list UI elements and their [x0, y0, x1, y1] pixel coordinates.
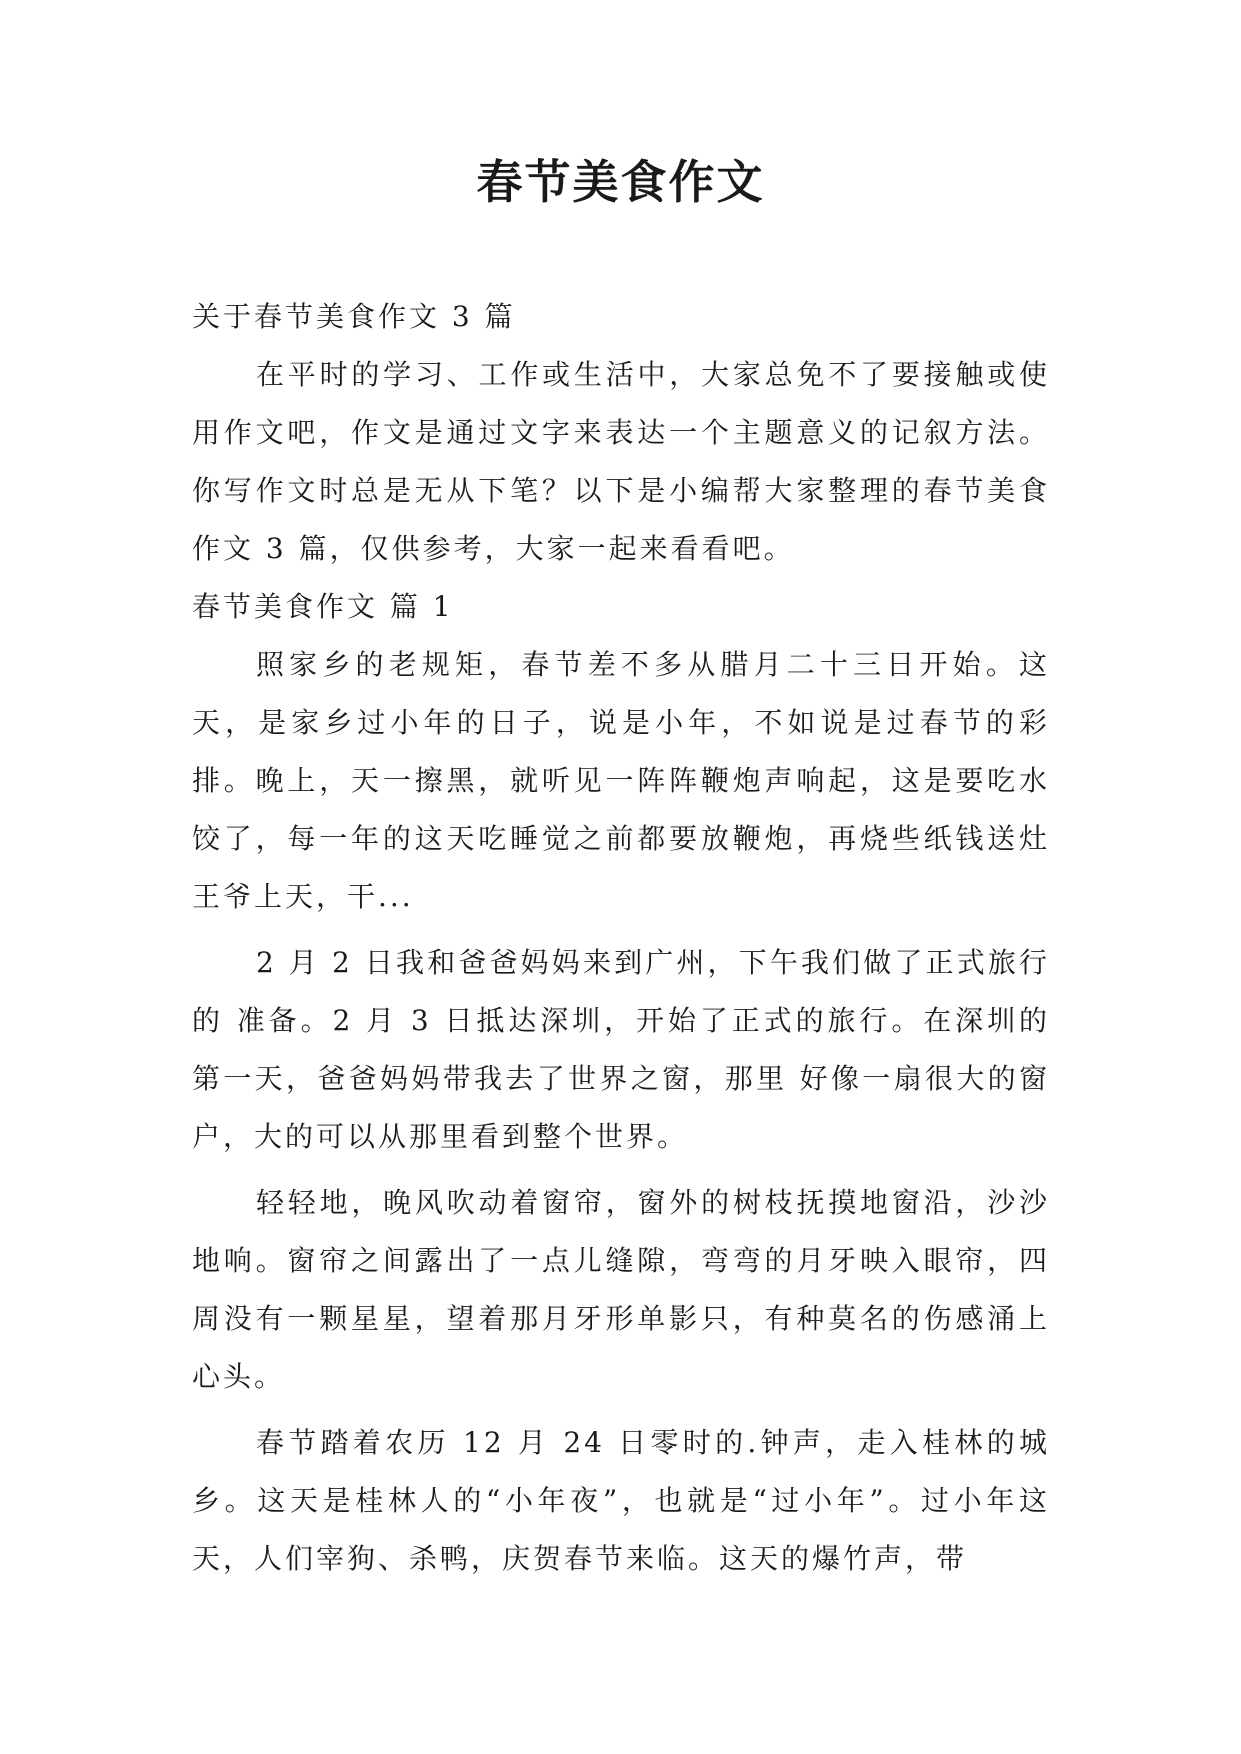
section-heading: 春节美食作文 篇 1 [192, 590, 454, 623]
body-paragraph: 2 月 2 日我和爸爸妈妈来到广州，下午我们做了正式旅行的 准备。2 月 3 日抵达深圳，开始了正式的旅行。在深圳的第一天，爸爸妈妈带我去了世界之窗，那里 好像一扇很大的窗户，大的可以从那里看到整个世界。 [192, 946, 1050, 1153]
document-body [192, 288, 1050, 1588]
document-subtitle: 关于春节美食作文 3 篇 [192, 300, 516, 333]
body-paragraph: 照家乡的老规矩，春节差不多从腊月二十三日开始。这天，是家乡过小年的日子，说是小年，不如说是过春节的彩排。晚上，天一擦黑，就听见一阵阵鞭炮声响起，这是要吃水饺了，每一年的这天吃睡觉之前都要放鞭炮，再烧些纸钱送灶王爷上天，干... [192, 648, 1050, 913]
body-paragraph: 春节踏着农历 12 月 24 日零时的.钟声，走入桂林的城乡。这天是桂林人的“小年夜”，也就是“过小年”。过小年这天，人们宰狗、杀鸭，庆贺春节来临。这天的爆竹声，带 [192, 1426, 1050, 1575]
intro-paragraph: 在平时的学习、工作或生活中，大家总免不了要接触或使用作文吧，作文是通过文字来表达一个主题意义的记叙方法。你写作文时总是无从下笔？以下是小编帮大家整理的春节美食作文 3 篇，仅供参考，大家一起来看看吧。 [192, 358, 1050, 565]
body-paragraph: 轻轻地，晚风吹动着窗帘，窗外的树枝抚摸地窗沿，沙沙地响。窗帘之间露出了一点儿缝隙，弯弯的月牙映入眼帘，四周没有一颗星星，望着那月牙形单影只，有种莫名的伤感涌上心头。 [192, 1186, 1050, 1393]
document-title: 春节美食作文 [476, 155, 765, 209]
